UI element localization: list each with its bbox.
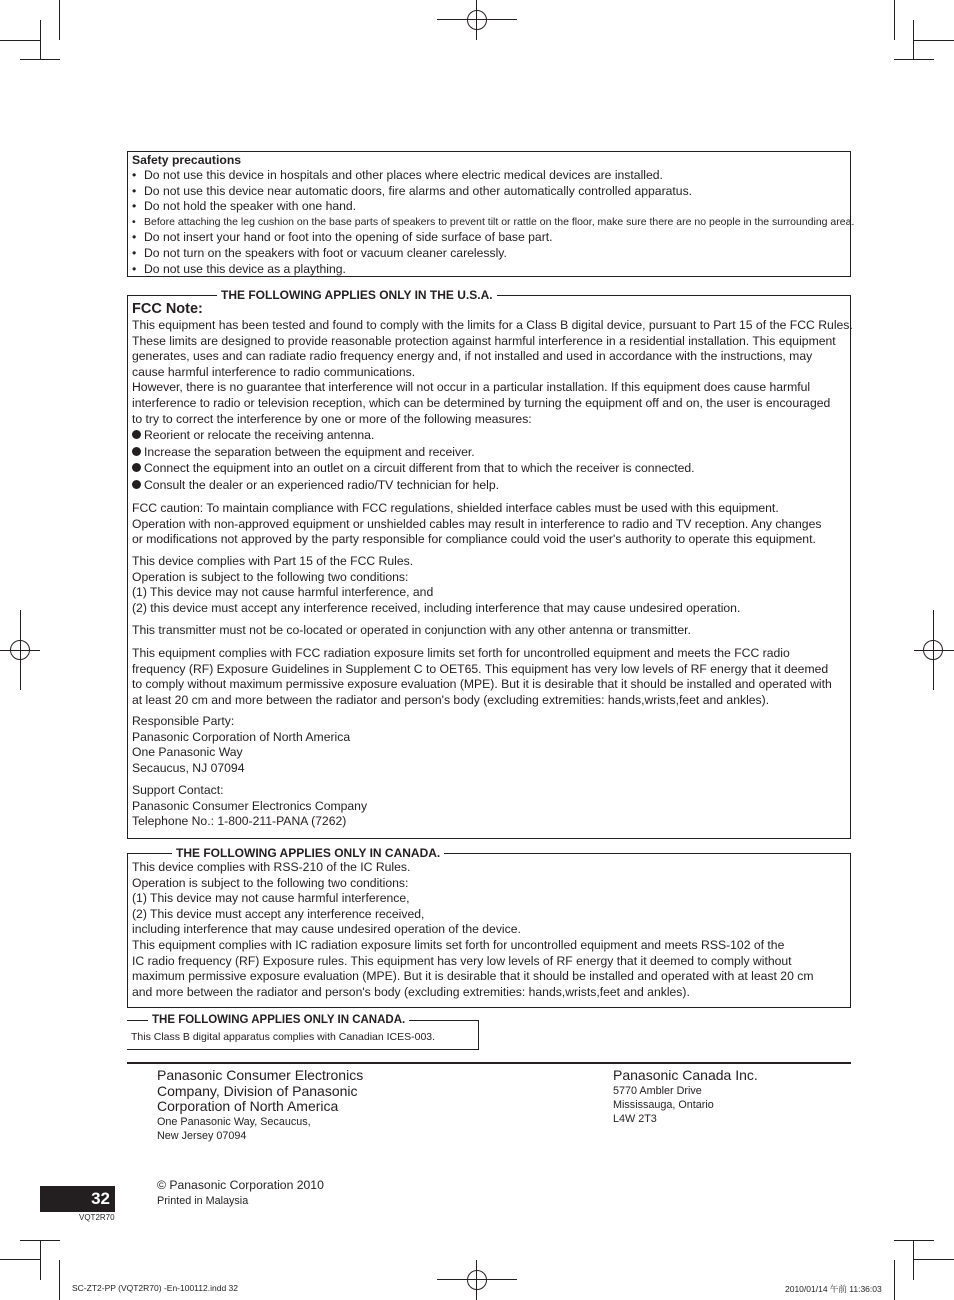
text-line: FCC caution: To maintain compliance with FCC regulations, shielded interface cables must be used with this equipment. — [132, 501, 779, 515]
text-line: at least 20 cm and more between the radiator and person's body (excluding extremities: hands,wrists,feet and ankles). — [132, 692, 770, 707]
fcc-note-title: FCC Note: — [132, 301, 203, 317]
text-line: and more between the radiator and person's body (excluding extremities: hands,wrists,feet and ankles). — [132, 984, 690, 999]
copyright: © Panasonic Corporation 2010 — [157, 1178, 324, 1192]
text-line: This transmitter must not be co-located or operated in conjunction with any other antenna or transmitter. — [132, 623, 691, 637]
address-line: Mississauga, Ontario — [613, 1098, 714, 1111]
crop-mark — [59, 1260, 60, 1300]
support-contact — [132, 783, 846, 830]
text-line: This equipment complies with IC radiation exposure limits set forth for uncontrolled equipment and meets RSS-102 of the — [132, 937, 785, 952]
list-item: Reorient or relocate the receiving antenna. — [132, 427, 846, 444]
text-line: However, there is no guarantee that interference will not occur in a particular installation. If this equipment does cause harmful — [132, 380, 811, 395]
safety-precautions-box — [127, 151, 855, 277]
bullet-icon — [132, 463, 141, 472]
usa-legend: THE FOLLOWING APPLIES ONLY IN THE U.S.A. — [217, 287, 497, 303]
text-line: Responsible Party: — [132, 714, 235, 728]
fcc-caution — [132, 501, 846, 548]
canada-address-block — [613, 1068, 758, 1126]
crop-mark — [59, 0, 60, 40]
text-line: (1) This device may not cause harmful interference, and — [132, 585, 434, 600]
text-line: cause harmful interference to radio communications. — [132, 364, 416, 379]
fcc-rf-exposure — [132, 646, 846, 708]
text-line: Secaucus, NJ 07094 — [132, 760, 245, 775]
list-item: • Do not turn on the speakers with foot or vacuum cleaner carelessly. — [132, 245, 507, 260]
company-name-line: Corporation of North America — [157, 1098, 339, 1114]
crop-mark — [914, 40, 954, 41]
canada-ices-box — [127, 1014, 479, 1050]
text-line: (2) This device must accept any interference received, — [132, 906, 425, 921]
text-line: (1) This device may not cause harmful interference, — [132, 891, 410, 906]
crop-mark — [894, 1260, 895, 1300]
text-line: Operation is subject to the following two conditions: — [132, 569, 409, 584]
text-line: This equipment has been tested and found to comply with the limits for a Class B digital device, pursuant to Part 15 of the FCC Rules. — [132, 318, 853, 332]
company-name-line: Panasonic Consumer Electronics — [157, 1067, 364, 1083]
registration-mark — [10, 640, 30, 660]
text-line: including interference that may cause undesired operation of the device. — [132, 922, 521, 937]
text-line: Panasonic Corporation of North America — [132, 729, 351, 744]
slug-timestamp: 2010/01/14 午前 11:36:03 — [785, 1284, 882, 1294]
bullet-icon — [132, 447, 141, 456]
text-line: Telephone No.: 1-800-211-PANA (7262) — [132, 814, 347, 829]
text-line: to try to correct the interference by one or more of the following measures: — [132, 411, 532, 426]
text-line: to comply without maximum permissive exposure evaluation (MPE). But it is desirable that it should be installed and operated with — [132, 677, 832, 692]
page-number: 32 — [40, 1186, 115, 1212]
text-line: Panasonic Consumer Electronics Company — [132, 798, 368, 813]
fcc-measures — [132, 427, 846, 493]
list-item: Consult the dealer or an experienced radio/TV technician for help. — [132, 477, 846, 494]
safety-title: Safety precautions — [132, 153, 242, 167]
address-line: 5770 Ambler Drive — [613, 1084, 702, 1097]
address-line: L4W 2T3 — [613, 1112, 657, 1125]
registration-mark — [923, 640, 943, 660]
address-line: New Jersey 07094 — [157, 1129, 247, 1142]
slug-file-info: SC-ZT2-PP (VQT2R70) -En-100112.indd 32 — [72, 1283, 238, 1293]
footer-divider — [127, 1062, 851, 1064]
canada-ices-text: This Class B digital apparatus complies with Canadian ICES-003. — [131, 1031, 436, 1043]
crop-mark — [40, 20, 41, 60]
canada-legend: THE FOLLOWING APPLIES ONLY IN CANADA. — [148, 1012, 409, 1028]
usa-address-block — [157, 1068, 363, 1143]
text-line: One Panasonic Way — [132, 745, 243, 760]
text-line: This device complies with Part 15 of the FCC Rules. — [132, 554, 414, 568]
crop-mark — [914, 1259, 954, 1260]
crop-mark — [913, 1240, 914, 1280]
fcc-part15 — [132, 554, 846, 616]
crop-mark — [913, 20, 914, 60]
text-line: generates, uses and can radiate radio frequency energy and, if not installed and used in accordance with the instructions, may — [132, 349, 813, 364]
printed-in: Printed in Malaysia — [157, 1195, 249, 1207]
safety-list — [132, 168, 855, 277]
list-item: • Do not insert your hand or foot into the opening of side surface of base part. — [132, 230, 553, 245]
crop-mark — [0, 1259, 40, 1260]
address-line: One Panasonic Way, Secaucus, — [157, 1115, 311, 1128]
crop-mark — [894, 0, 895, 40]
canada-ic-box — [127, 846, 851, 1008]
crop-mark — [40, 1240, 41, 1280]
registration-mark — [467, 10, 487, 30]
text-line: Operation is subject to the following two conditions: — [132, 875, 409, 890]
text-line: IC radio frequency (RF) Exposure rules. This equipment has very low levels of RF energy that it deemed to comply without — [132, 953, 792, 968]
registration-mark — [467, 1270, 487, 1290]
text-line: This device complies with RSS-210 of the IC Rules. — [132, 860, 411, 874]
list-item: Increase the separation between the equipment and receiver. — [132, 444, 846, 461]
responsible-party — [132, 714, 846, 776]
list-item: • Do not use this device in hospitals and other places where electric medical devices are installed. — [132, 168, 663, 182]
text-line: interference to radio or television reception, which can be determined by turning the equipment off and on, the user is encouraged — [132, 395, 831, 410]
fcc-colocated — [132, 623, 846, 639]
list-item: • Do not use this device as a plaything. — [132, 261, 346, 276]
list-item: • Do not hold the speaker with one hand. — [132, 199, 357, 214]
text-line: Support Contact: — [132, 783, 224, 797]
text-line: This equipment complies with FCC radiation exposure limits set forth for uncontrolled equipment and meets the FCC radio — [132, 646, 790, 660]
bullet-icon — [132, 430, 141, 439]
usa-fcc-box — [127, 288, 853, 839]
text-line: Operation with non-approved equipment or unshielded cables may result in interference to radio and TV reception. Any changes — [132, 516, 822, 531]
list-item: • Do not use this device near automatic doors, fire alarms and other automatically controlled apparatus. — [132, 183, 693, 198]
crop-mark — [894, 1240, 934, 1241]
text-line: These limits are designed to provide reasonable protection against harmful interference in a residential installation. This equipment — [132, 333, 836, 348]
canada-ic-text — [132, 860, 846, 1000]
text-line: frequency (RF) Exposure Guidelines in Supplement C to OET65. This equipment has very low levels of RF energy that it deemed — [132, 661, 829, 676]
fcc-intro — [132, 318, 853, 427]
list-item: • Before attaching the leg cushion on the base parts of speakers to prevent tilt or rattle on the floor, make sure there are no people in the surrounding area. — [132, 215, 855, 228]
text-line: (2) this device must accept any interference received, including interference that may cause undesired operation. — [132, 600, 741, 615]
company-name-line: Company, Division of Panasonic — [157, 1082, 358, 1099]
text-line: or modifications not approved by the party responsible for compliance could void the user's authority to operate this equipment. — [132, 532, 816, 547]
text-line: maximum permissive exposure evaluation (MPE). But it is desirable that it should be installed and operated with at least 20 cm — [132, 969, 814, 984]
bullet-icon — [132, 480, 141, 489]
crop-mark — [894, 59, 934, 60]
doc-code: VQT2R70 — [79, 1213, 115, 1222]
crop-mark — [0, 40, 40, 41]
canada-legend: THE FOLLOWING APPLIES ONLY IN CANADA. — [172, 845, 444, 861]
list-item: Connect the equipment into an outlet on a circuit different from that to which the receiver is connected. — [132, 460, 846, 477]
company-name-line: Panasonic Canada Inc. — [613, 1067, 758, 1083]
